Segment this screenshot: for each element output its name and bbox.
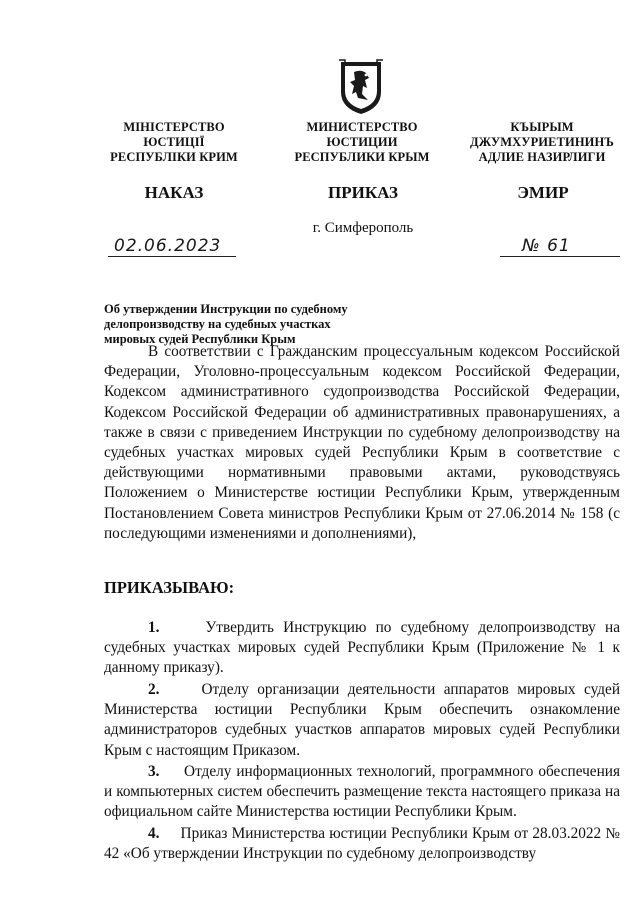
document-subject: Об утверждении Инструкции по судебному делопроизводству на судебных участках мировых судей Республики Крым <box>104 302 348 346</box>
city: г. Симферополь <box>312 220 414 236</box>
order-item <box>104 680 620 761</box>
item-text: Приказ Министерства юстиции Республики Крым от 28.03.2022 № 42 «Об утверждении Инструкции по судебному делопроизводству <box>104 825 620 863</box>
item-text: Отделу организации деятельности аппаратов мировых судей Министерства юстиции Республики Крым обеспечить ознакомление администраторов судебных участков аппаратов мировых судей Республики Крым с настоящим Приказом. <box>104 681 621 759</box>
title-russian: ПРИКАЗ <box>328 183 398 202</box>
header-ukrainian: МІНІСТЕРСТВО ЮСТИЦІЇ РЕСПУБЛІКИ КРИМ <box>110 120 238 164</box>
date-handwritten: 02.06.2023 <box>114 236 222 256</box>
title-ukrainian: НАКАЗ <box>144 183 204 202</box>
number-handwritten: № 61 <box>522 236 571 256</box>
preamble: В соответствии с Гражданским процессуальным кодексом Российской Федерации, Уголовно-процессуальным кодексом Российской Федерации, Кодексом административного судопроизводства Российской Федерации, Кодексом Российской Федерации об административных правонарушениях, а также в связи с приведением Инструкции по судебному делопроизводству на судебных участках мировых судей Республики Крым в соответствие с действующими нормативными правовыми актами, руководствуясь Положением о Министерстве юстиции Республики Крым, утвержденным Постановлением Совета министров Республики Крым от 27.06.2014 № 158 (с последующими изменениями и дополнениями), <box>104 343 620 542</box>
number-underline <box>500 256 620 257</box>
order-item <box>104 762 620 823</box>
title-crimean-tatar: ЭМИР <box>517 183 569 202</box>
header-crimean-tatar: КЪЫРЫМ ДЖУМХУРИЕТИНИНЪ АДЛИЕ НАЗИРЛИГИ <box>470 120 614 164</box>
item-number: 3. <box>148 763 160 780</box>
item-number: 1. <box>148 619 160 636</box>
order-item <box>104 618 620 679</box>
coat-of-arms-icon <box>336 58 386 116</box>
order-heading: ПРИКАЗЫВАЮ: <box>104 578 235 597</box>
header-russian: МИНИСТЕРСТВО ЮСТИЦИИ РЕСПУБЛИКИ КРЫМ <box>294 120 430 164</box>
item-text: Утвердить Инструкцию по судебному делопроизводству на судебных участках мировых судей Республики Крым (Приложение № 1 к данному приказу). <box>104 619 620 677</box>
item-number: 4. <box>148 825 160 842</box>
order-item <box>104 824 620 864</box>
item-text: Отделу информационных технологий, программного обеспечения и компьютерных систем обеспечить размещение текста настоящего приказа на официальном сайте Министерства юстиции Республики Крым. <box>104 763 620 821</box>
date-underline <box>108 256 236 257</box>
item-number: 2. <box>148 681 160 698</box>
